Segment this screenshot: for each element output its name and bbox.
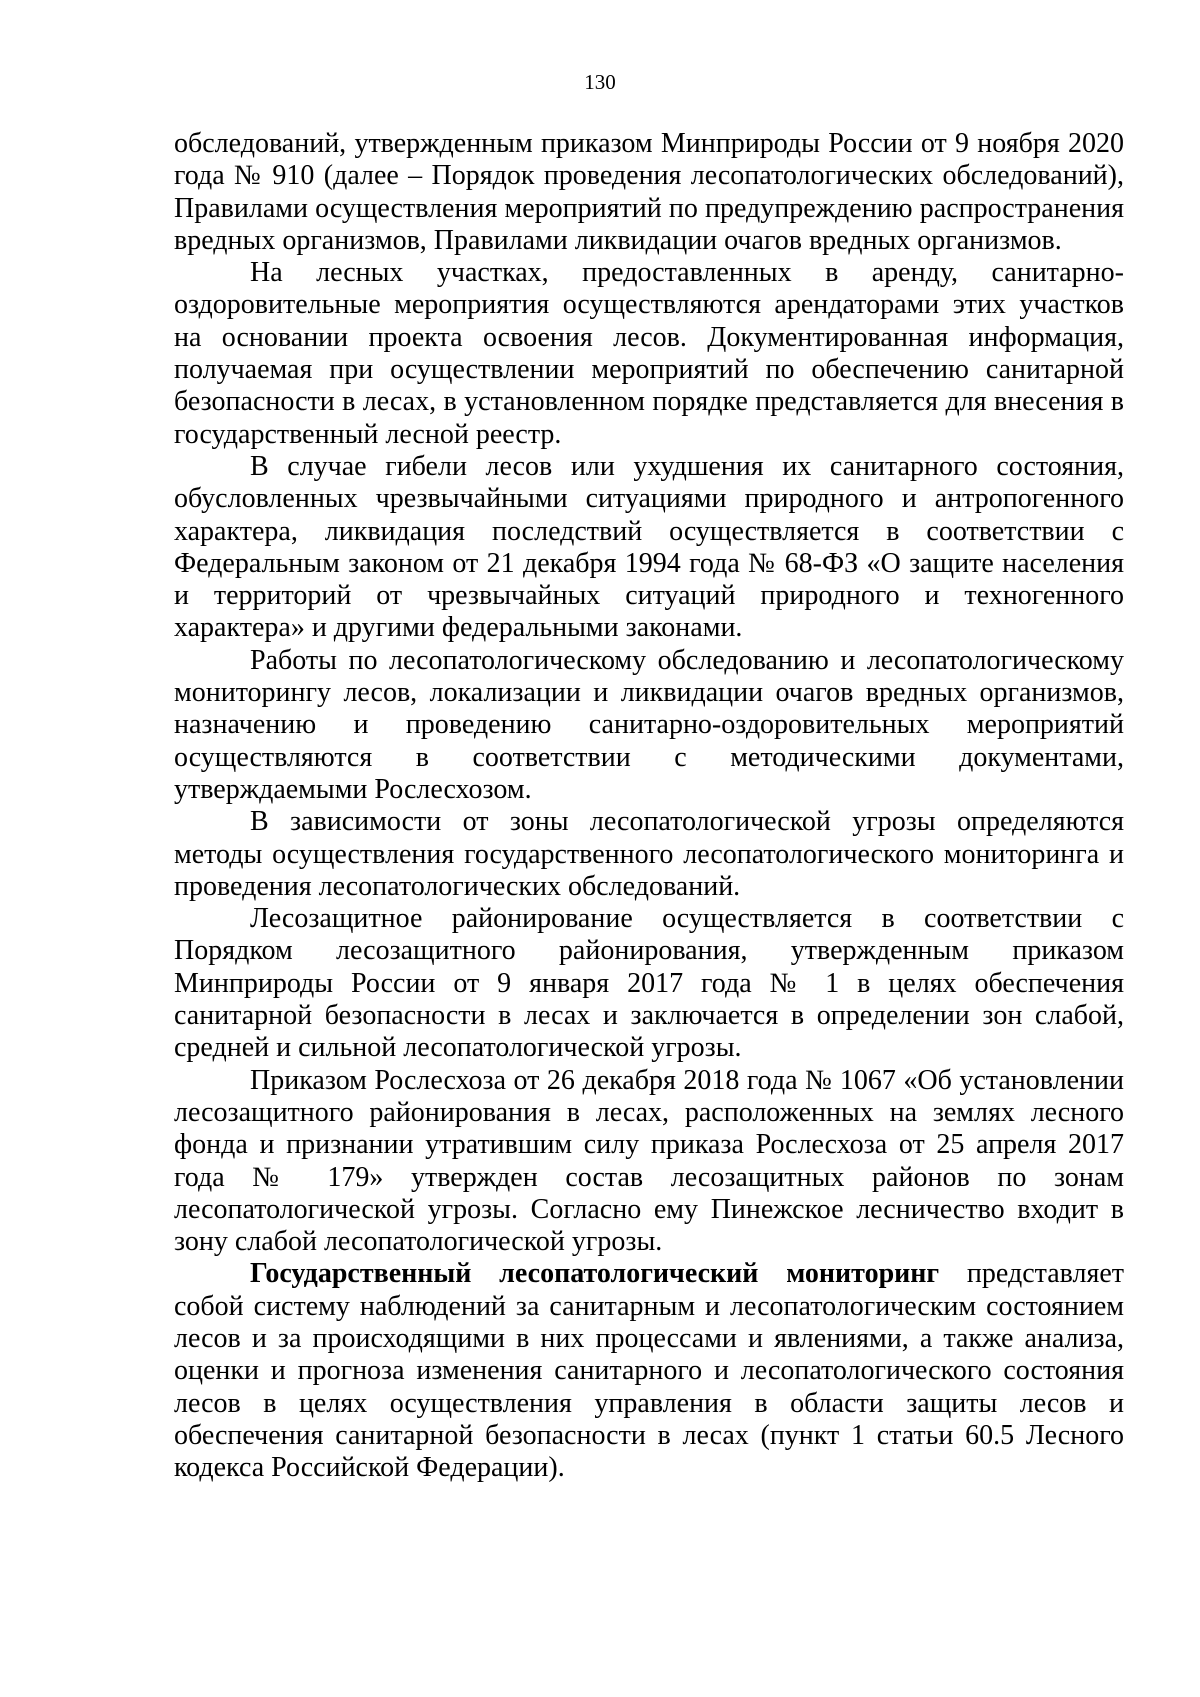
paragraph-text: Приказом Рослесхоза от 26 декабря 2018 года № 1067 «Об установлении лесозащитного районирования в лесах, расположенных на землях лесного фонда и признании утратившим силу приказа Рослесхоза от 25 апреля 2017 года № 179» утвержден состав лесозащитных районов по зонам лесопатологической угрозы. Согласно ему Пинежское лесничество входит в зону слабой лесопатологической угрозы.: [174, 1064, 1124, 1258]
paragraph-text: Лесозащитное районирование осуществляется в соответствии с Порядком лесозащитного районирования, утвержденным приказом Минприроды России от 9 января 2017 года № 1 в целях обеспечения санитарной безопасности в лесах и заключается в определении зон слабой, средней и сильной лесопатологической угрозы.: [174, 903, 1124, 1064]
paragraph-methodical-documents: [174, 645, 1124, 806]
paragraph-bold-term: Государственный лесопатологический мониторинг: [250, 1258, 940, 1290]
paragraph-text: В случае гибели лесов или ухудшения их санитарного состояния, обусловленных чрезвычайными ситуациями природного и антропогенного характера, ликвидация последствий осуществляется в соответствии с Федеральным законом от 21 декабря 1994 года № 68-ФЗ «О защите населения и территорий от чрезвычайных ситуаций природного и техногенного характера» и другими федеральными законами.: [174, 450, 1124, 644]
paragraph-rosleskhoz-order: [174, 1065, 1124, 1259]
paragraph-text: В зависимости от зоны лесопатологической угрозы определяются методы осуществления государственного лесопатологического мониторинга и проведения лесопатологических обследований.: [174, 806, 1124, 902]
paragraph-text: Работы по лесопатологическому обследованию и лесопатологическому мониторингу лесов, локализации и ликвидации очагов вредных организмов, назначению и проведению санитарно-оздоровительных мероприятий осуществляются в соответствии с методическими документами, утверждаемыми Рослесхозом.: [174, 644, 1124, 805]
paragraph-text: обследований, утвержденным приказом Минприроды России от 9 ноября 2020 года № 910 (далее – Порядок проведения лесопатологических обследований), Правилами осуществления мероприятий по предупреждению распространения вредных организмов, Правилами ликвидации очагов вредных организмов.: [174, 128, 1124, 256]
paragraph-threat-zones: [174, 806, 1124, 903]
paragraph-text: На лесных участках, предоставленных в аренду, санитарно-оздоровительные мероприятия осуществляются арендаторами этих участков на основании проекта освоения лесов. Документированная информация, получаемая при осуществлении мероприятий по обеспечению санитарной безопасности в лесах, в установленном порядке представляется для внесения в государственный лесной реестр.: [174, 257, 1124, 450]
page-number: 130: [584, 70, 616, 94]
paragraph-emergency-situations: [174, 451, 1124, 645]
paragraph-state-monitoring: [174, 1258, 1124, 1484]
document-body: [174, 128, 1124, 1484]
paragraph-forest-zoning: [174, 903, 1124, 1064]
paragraph-continued-regulations: [174, 128, 1124, 257]
paragraph-text: представляет собой систему наблюдений за санитарным и лесопатологическим состоянием лесов и за происходящими в них процессами и явлениями, а также анализа, оценки и прогноза изменения санитарного и лесопатологического состояния лесов в целях осуществления управления в области защиты лесов и обеспечения санитарной безопасности в лесах (пункт 1 статьи 60.5 Лесного кодекса Российской Федерации).: [174, 1258, 1124, 1484]
paragraph-leased-plots: [174, 257, 1124, 451]
